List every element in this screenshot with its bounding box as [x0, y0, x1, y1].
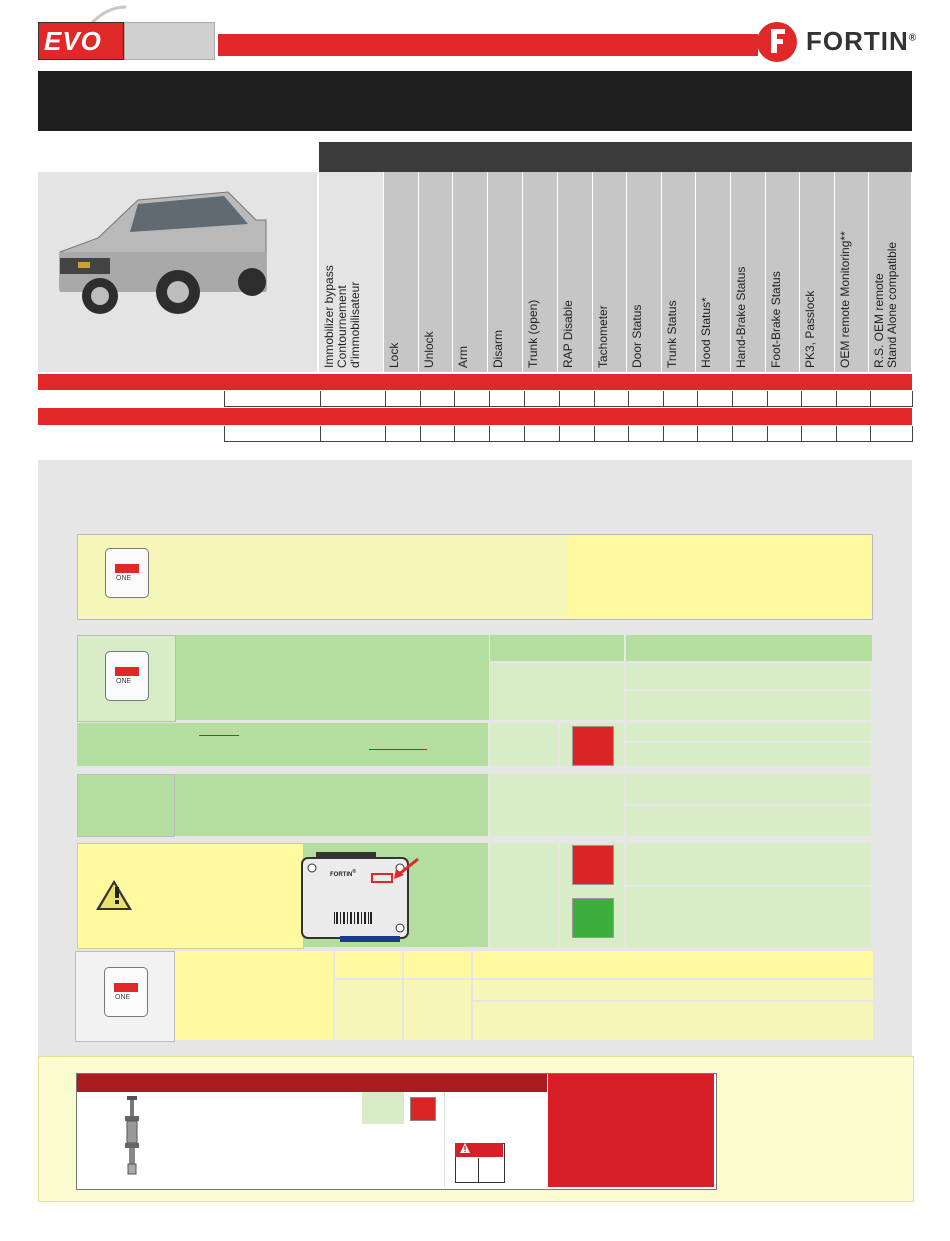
grid-cell-divider: [559, 426, 560, 441]
grid-cell-divider: [732, 426, 733, 441]
led-red-icon: [572, 726, 614, 766]
grid-cell-divider: [524, 426, 525, 441]
grid-red-row-2: [38, 408, 912, 425]
column-header-label: Trunk Status: [665, 300, 679, 368]
panel-2-head-1: [490, 635, 624, 661]
column-header: [627, 172, 662, 372]
column-header: [319, 172, 384, 372]
column-header-label: Tachometer: [596, 305, 610, 368]
grid-cell-divider: [454, 391, 455, 406]
panel-2-text-area: [176, 635, 489, 720]
grid-cell-divider: [767, 391, 768, 406]
header-red-bar: [218, 34, 758, 56]
panel-3-cell: [626, 743, 871, 766]
column-header-label: OEM remote Monitoring**: [838, 231, 852, 368]
column-header-label: Hand-Brake Status: [734, 266, 748, 368]
column-header: [800, 172, 835, 372]
led-green-icon: [572, 898, 614, 938]
module-brand-label: FORTIN®: [330, 869, 357, 878]
column-header-label: PK3, Passlock: [803, 290, 817, 368]
grid-cell-divider: [385, 426, 386, 441]
column-header: [869, 172, 912, 372]
module-icon: ONE: [105, 548, 149, 598]
column-header-label: Disarm: [491, 330, 505, 368]
column-header: [488, 172, 523, 372]
panel-6-cell: [473, 1002, 873, 1040]
warning-label-divider: [478, 1158, 479, 1182]
column-header-label: Foot-Brake Status: [769, 271, 783, 368]
grid-cell-divider: [663, 426, 664, 441]
grid-cell-divider: [559, 391, 560, 406]
grid-red-row-1: [38, 374, 912, 390]
grid-header-bar: [319, 142, 912, 172]
grid-cell-divider: [801, 426, 802, 441]
column-header-label: Immobilizer bypass Contournement d'immobilisateur: [322, 265, 362, 368]
panel-2-cell: [626, 691, 871, 720]
panel-3-cell: [626, 723, 871, 741]
grid-cell-divider: [870, 391, 871, 406]
column-header-label: RAP Disable: [561, 300, 575, 368]
hood-pin-divider: [444, 1092, 445, 1187]
panel-2-cell: [626, 663, 871, 689]
grid-cell-divider: [697, 426, 698, 441]
grid-cell-divider: [524, 391, 525, 406]
grid-cell-divider: [732, 391, 733, 406]
warning-icon: [459, 1142, 471, 1157]
grid-cell-divider: [663, 391, 664, 406]
evo-logo-text: EVO: [44, 26, 102, 56]
grid-cell-divider: [594, 391, 595, 406]
panel-5-cell: [490, 843, 558, 947]
panel-6-cell: [404, 980, 471, 1040]
hood-pin-header: [77, 1074, 547, 1092]
header-grey-block: [124, 22, 215, 60]
column-header: [558, 172, 593, 372]
column-header: [696, 172, 731, 372]
module-icon: ONE: [104, 967, 148, 1017]
panel-4-cell: [626, 806, 871, 836]
column-header: [766, 172, 800, 372]
column-header: [384, 172, 419, 372]
column-header-label: R.S. OEM remote Stand Alone compatible: [872, 241, 899, 368]
column-header: [731, 172, 766, 372]
grid-cell-divider: [385, 391, 386, 406]
column-header-label: Lock: [387, 342, 401, 368]
panel-6-cell: [473, 980, 873, 1000]
grid-cell-divider: [836, 426, 837, 441]
panel-4-cell: [490, 774, 624, 836]
panel-4-text-area: [175, 774, 488, 836]
grid-cell-divider: [836, 391, 837, 406]
panel-4-cell: [77, 774, 175, 837]
column-header: [453, 172, 488, 372]
led-red-icon: [410, 1097, 436, 1121]
panel-6-head: [473, 951, 873, 978]
panel-3-text-area: [77, 723, 488, 766]
arrow-icon: [392, 857, 422, 881]
grid-cell-divider: [628, 426, 629, 441]
panel-5-cell: [626, 887, 871, 947]
grid-cell-divider: [767, 426, 768, 441]
title-band: [38, 71, 912, 131]
grid-cell-divider: [594, 426, 595, 441]
panel-6-head: [404, 951, 471, 978]
hood-pin-icon: [122, 1096, 142, 1176]
column-header: [662, 172, 696, 372]
grid-cell-divider: [320, 426, 321, 441]
grid-cell-divider: [489, 391, 490, 406]
panel-6-cell: [335, 980, 402, 1040]
module-icon: ONE: [105, 651, 149, 701]
grid-data-row-1: [224, 391, 913, 407]
panel-4-cell: [626, 774, 871, 804]
grid-data-row-2: [224, 426, 913, 442]
grid-cell-divider: [489, 426, 490, 441]
led-red-icon: [572, 845, 614, 885]
panel-2-head-2: [626, 635, 872, 661]
grid-cell-divider: [628, 391, 629, 406]
hood-pin-cell: [362, 1092, 404, 1124]
grid-cell-divider: [320, 391, 321, 406]
panel-2-cell: [490, 663, 624, 720]
panel-6-head: [335, 951, 402, 978]
column-header: [593, 172, 627, 372]
column-header-label: Unlock: [422, 331, 436, 368]
panel-3-cell: [490, 723, 558, 766]
column-header: [419, 172, 453, 372]
column-header: [835, 172, 869, 372]
warning-icon-mark: [110, 886, 124, 911]
column-header-label: Trunk (open): [526, 299, 540, 368]
vehicle-photo: [38, 172, 317, 372]
grid-cell-divider: [420, 391, 421, 406]
fortin-brand-name: FORTIN®: [806, 26, 918, 56]
grid-cell-divider: [454, 426, 455, 441]
column-header-label: Arm: [456, 346, 470, 368]
fortin-logo-letter: [768, 25, 788, 62]
link-underline[interactable]: [199, 735, 239, 736]
panel-5-cell: [626, 843, 871, 885]
column-header: [523, 172, 558, 372]
link-underline[interactable]: [369, 749, 427, 750]
panel-6-text-area: [175, 951, 333, 1040]
info-panel-1-note: [568, 535, 871, 618]
column-header-label: Hood Status*: [699, 297, 713, 368]
grid-cell-divider: [697, 391, 698, 406]
hood-pin-red-panel: [548, 1074, 714, 1187]
column-header-label: Door Status: [630, 304, 644, 368]
grid-cell-divider: [420, 426, 421, 441]
grid-cell-divider: [870, 426, 871, 441]
grid-cell-divider: [801, 391, 802, 406]
